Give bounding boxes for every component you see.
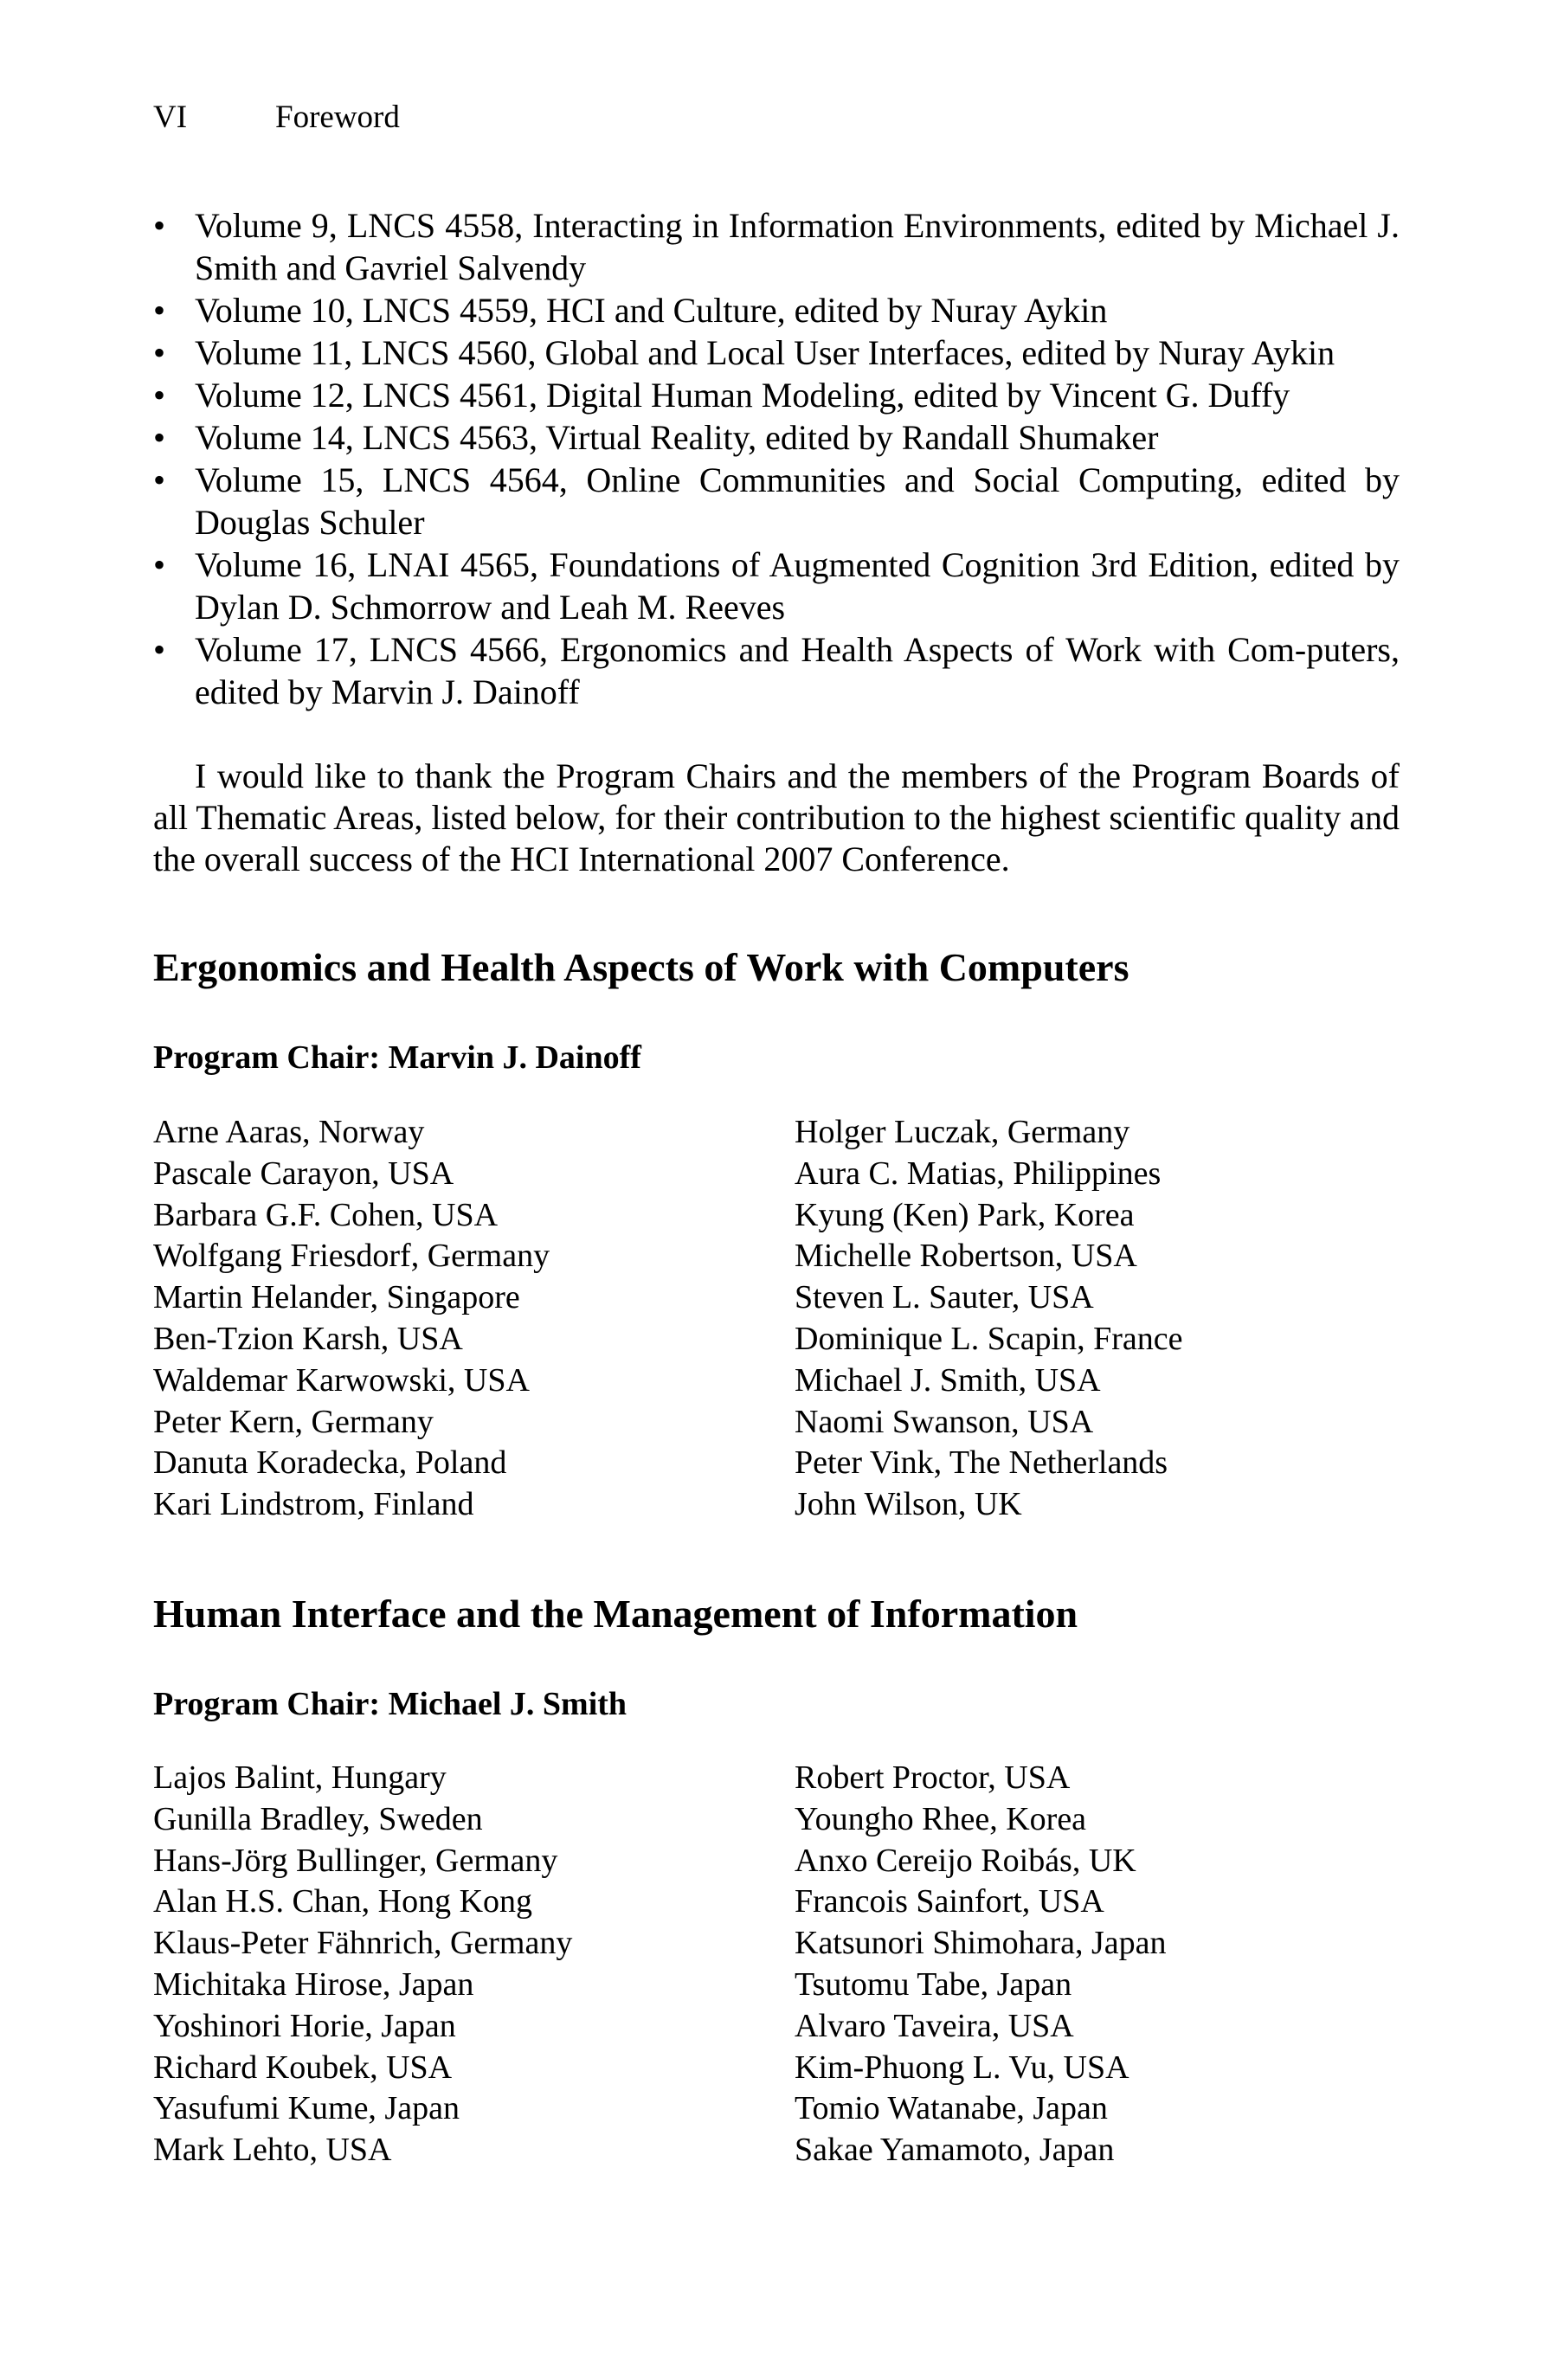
member-entry: Alan H.S. Chan, Hong Kong xyxy=(153,1883,533,1920)
member-entry: Richard Koubek, USA xyxy=(153,2049,453,2086)
members-left-column xyxy=(153,1112,550,1526)
volume-text: Volume 17, LNCS 4566, Ergonomics and Health Aspects of Work with Com-puters, edited by Marvin J. Dainoff xyxy=(195,630,1400,711)
member-entry: Barbara G.F. Cohen, USA xyxy=(153,1196,499,1233)
section-title: Human Interface and the Management of Information xyxy=(153,1592,1078,1636)
volume-item xyxy=(153,374,1400,416)
program-chair: Program Chair: Marvin J. Dainoff xyxy=(153,1039,641,1076)
volume-text: Volume 12, LNCS 4561, Digital Human Modeling, edited by Vincent G. Duffy xyxy=(195,376,1290,415)
member-entry: Kyung (Ken) Park, Korea xyxy=(795,1196,1135,1233)
section-title: Ergonomics and Health Aspects of Work with Computers xyxy=(153,945,1129,989)
member-entry: Francois Sainfort, USA xyxy=(795,1883,1104,1920)
page-number: VI xyxy=(153,100,188,135)
volume-text: Volume 11, LNCS 4560, Global and Local User Interfaces, edited by Nuray Aykin xyxy=(195,333,1335,372)
member-entry: Kim-Phuong L. Vu, USA xyxy=(795,2049,1129,2086)
member-entry: Peter Kern, Germany xyxy=(153,1403,434,1440)
member-entry: Martin Helander, Singapore xyxy=(153,1279,520,1316)
member-entry: Alvaro Taveira, USA xyxy=(795,2007,1074,2044)
member-entry: Pascale Carayon, USA xyxy=(153,1155,454,1192)
volume-text: Volume 16, LNAI 4565, Foundations of Augmented Cognition 3rd Edition, edited by Dylan D. Schmorrow and Leah M. Reeves xyxy=(195,545,1400,627)
bullet-icon: • xyxy=(153,630,166,669)
member-entry: Aura C. Matias, Philippines xyxy=(795,1155,1162,1192)
volume-item xyxy=(153,628,1400,713)
member-entry: Arne Aaras, Norway xyxy=(153,1114,425,1150)
volume-list xyxy=(153,204,1400,713)
member-entry: Mark Lehto, USA xyxy=(153,2132,392,2169)
thanks-paragraph: I would like to thank the Program Chairs and the members of the Program Boards of all Thematic Areas, listed below, for their contribution to the highest scientific quality and the overall success of the HCI International 2007 Conference. xyxy=(153,756,1400,878)
member-entry: Michael J. Smith, USA xyxy=(795,1361,1101,1399)
volume-text: Volume 15, LNCS 4564, Online Communities and Social Computing, edited by Douglas Schuler xyxy=(195,460,1400,542)
running-head xyxy=(153,97,400,138)
bullet-icon: • xyxy=(153,418,166,457)
member-entry: Naomi Swanson, USA xyxy=(795,1403,1094,1440)
volume-text: Volume 9, LNCS 4558, Interacting in Information Environments, edited by Michael J. Smith and Gavriel Salvendy xyxy=(195,206,1400,287)
member-entry: Tsutomu Tabe, Japan xyxy=(795,1965,1072,2003)
member-entry: Yoshinori Horie, Japan xyxy=(153,2007,456,2044)
member-entry: Kari Lindstrom, Finland xyxy=(153,1486,474,1523)
program-chair: Program Chair: Michael J. Smith xyxy=(153,1686,627,1722)
bullet-icon: • xyxy=(153,333,166,372)
volume-item xyxy=(153,544,1400,628)
members-left-column xyxy=(153,1758,572,2171)
running-head-section: Foreword xyxy=(275,100,400,135)
member-entry: Michelle Robertson, USA xyxy=(795,1238,1137,1275)
volume-text: Volume 10, LNCS 4559, HCI and Culture, edited by Nuray Aykin xyxy=(195,291,1108,330)
bullet-icon: • xyxy=(153,460,166,499)
member-entry: Sakae Yamamoto, Japan xyxy=(795,2132,1115,2169)
bullet-icon: • xyxy=(153,545,166,584)
member-entry: Holger Luczak, Germany xyxy=(795,1114,1130,1150)
volume-item xyxy=(153,289,1400,331)
volume-item xyxy=(153,416,1400,459)
member-entry: Ben-Tzion Karsh, USA xyxy=(153,1320,463,1357)
bullet-icon: • xyxy=(153,206,166,245)
members-right-column xyxy=(795,1758,1167,2171)
member-entry: Steven L. Sauter, USA xyxy=(795,1279,1094,1316)
member-entry: Tomio Watanabe, Japan xyxy=(795,2090,1108,2127)
members-right-column xyxy=(795,1112,1183,1526)
member-entry: John Wilson, UK xyxy=(795,1486,1022,1523)
volume-item xyxy=(153,204,1400,289)
member-entry: Waldemar Karwowski, USA xyxy=(153,1361,530,1399)
volume-item xyxy=(153,331,1400,374)
member-entry: Hans-Jörg Bullinger, Germany xyxy=(153,1842,558,1879)
member-entry: Klaus-Peter Fähnrich, Germany xyxy=(153,1925,573,1962)
member-entry: Wolfgang Friesdorf, Germany xyxy=(153,1238,550,1275)
member-entry: Danuta Koradecka, Poland xyxy=(153,1444,507,1482)
member-entry: Michitaka Hirose, Japan xyxy=(153,1965,474,2003)
member-entry: Youngho Rhee, Korea xyxy=(795,1800,1087,1837)
member-entry: Peter Vink, The Netherlands xyxy=(795,1444,1168,1482)
volume-item xyxy=(153,459,1400,544)
bullet-icon: • xyxy=(153,291,166,330)
volume-text: Volume 14, LNCS 4563, Virtual Reality, edited by Randall Shumaker xyxy=(195,418,1159,457)
member-entry: Yasufumi Kume, Japan xyxy=(153,2090,460,2127)
member-entry: Robert Proctor, USA xyxy=(795,1759,1071,1796)
member-entry: Katsunori Shimohara, Japan xyxy=(795,1925,1167,1962)
member-entry: Anxo Cereijo Roibás, UK xyxy=(795,1842,1136,1879)
member-entry: Dominique L. Scapin, France xyxy=(795,1320,1183,1357)
member-entry: Lajos Balint, Hungary xyxy=(153,1759,447,1796)
bullet-icon: • xyxy=(153,376,166,415)
member-entry: Gunilla Bradley, Sweden xyxy=(153,1800,483,1837)
